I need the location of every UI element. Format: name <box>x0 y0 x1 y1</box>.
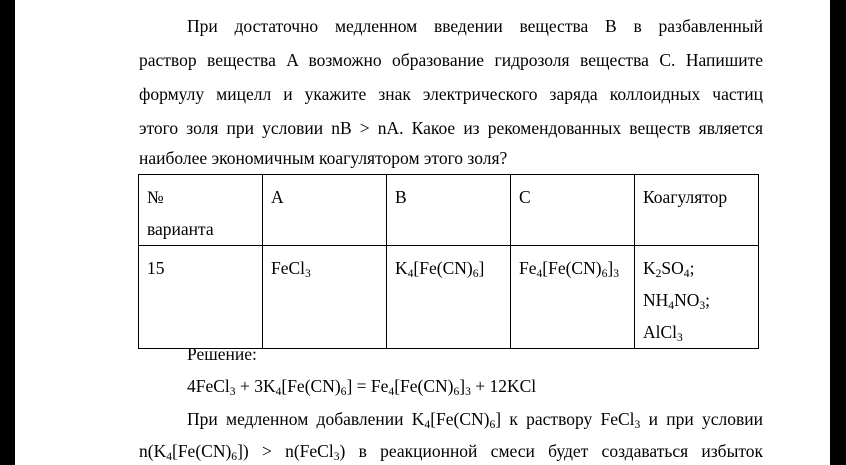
problem-line-4: этого золя при условии nB > nA. Какое из рекомендованных веществ является <box>139 118 763 138</box>
formula-fecl3: FeCl$_3$ <box>271 258 311 280</box>
cell-b <box>387 246 511 349</box>
problem-line-3: формулу мицелл и укажите знак электрического заряда коллоидных частиц <box>139 84 763 104</box>
header-b: B <box>387 175 511 246</box>
cell-a <box>263 246 387 349</box>
coagulant-nh4no3: $NH_4NO_3$; <box>643 290 710 312</box>
coagulant-k2so4: $K_2SO_4$; <box>643 258 695 280</box>
right-dark-margin <box>830 0 846 465</box>
cell-coagulants <box>635 246 759 349</box>
problem-line-5: наиболее экономичным коагулятором этого золя? <box>139 148 508 168</box>
table-row <box>139 246 759 349</box>
header-variant-number <box>139 175 263 246</box>
left-dark-margin <box>0 0 15 465</box>
variants-table <box>138 174 759 349</box>
formula-fe4fecn63: $Fe_4[Fe(CN)_6]_3$ <box>519 258 619 280</box>
problem-line-2: раствор вещества A возможно образование гидрозоля вещества C. Напишите <box>139 50 763 70</box>
coagulant-alcl3: AlCl$_3$ <box>643 322 683 344</box>
solution-paragraph-line-1: При медленном добавлении $K_4[Fe(CN)_6]$ к раствору FeCl$_3$ и при условии <box>187 409 763 431</box>
cell-variant: 15 <box>139 246 263 349</box>
header-variant-word: варианта <box>147 219 214 239</box>
header-a: A <box>263 175 387 246</box>
header-number-sign: № <box>147 187 164 207</box>
formula-k4fecn6: $K_4[Fe(CN)_6]$ <box>395 258 485 280</box>
solution-heading: Решение: <box>187 344 257 364</box>
header-coagulant: Коагулятор <box>635 175 759 246</box>
table-header-row <box>139 175 759 246</box>
solution-paragraph-line-2: $n(K_4[Fe(CN)_6])$ > n(FeCl$_3$) в реакционной смеси будет создаваться избыток <box>139 441 763 463</box>
reaction-equation: 4FeCl$_3$ + $3K_4[Fe(CN)_6] = Fe_4[Fe(CN)_6]_3 + 12KCl$ <box>187 376 537 398</box>
cell-c <box>511 246 635 349</box>
header-c: C <box>511 175 635 246</box>
problem-line-1: При достаточно медленном введении вещества B в разбавленный <box>187 16 763 36</box>
